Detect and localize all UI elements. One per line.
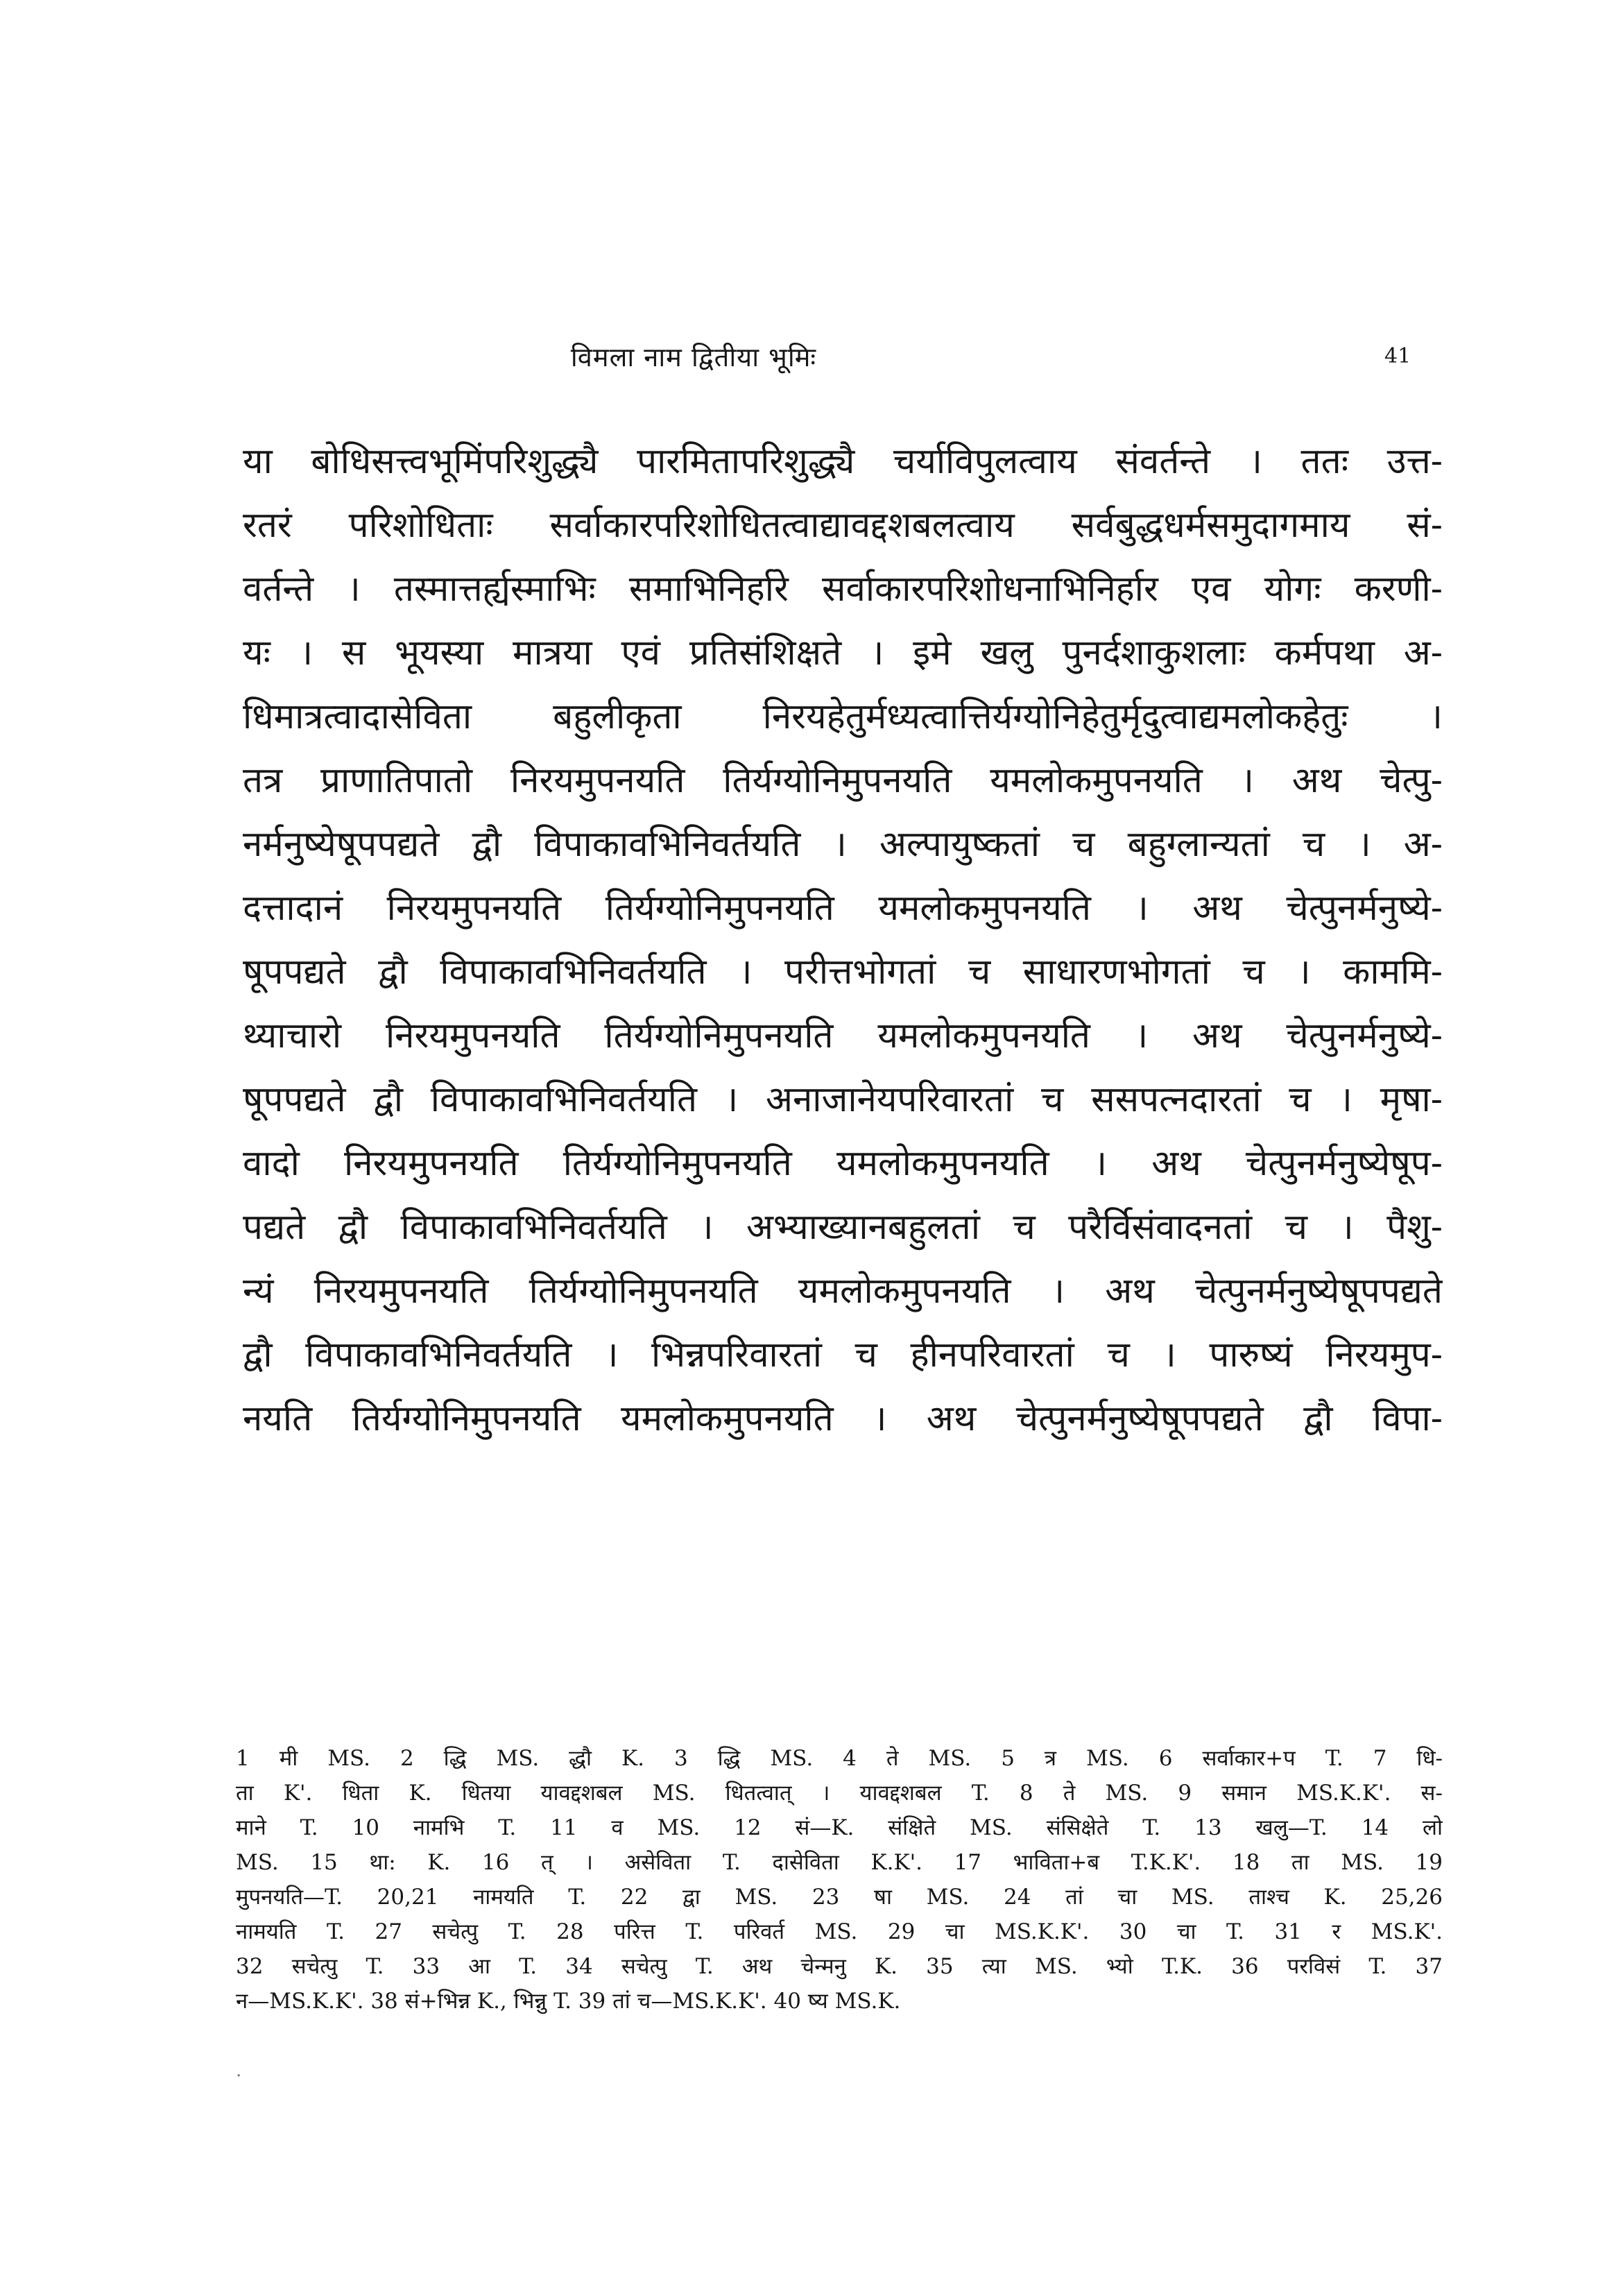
- text-line: नयति तिर्यग्योनिमुपनयति यमलोकमुपनयति । अथ चेत्पुनर्मनुष्येषूपपद्यते द्वौ विपा-: [243, 1398, 1443, 1439]
- page-number: 41: [1384, 344, 1411, 368]
- text-line: द्वौ विपाकावभिनिवर्तयति । भिन्नपरिवारतां च हीनपरिवारतां च । पारुष्यं निरयमुप-: [243, 1335, 1443, 1376]
- footnote-line: मुपनयति—T. 20,21 नामयति T. 22 द्वा MS. 23 षा MS. 24 तां चा MS. ताश्च K. 25,26: [236, 1885, 1443, 1910]
- text-line: नर्मनुष्येषूपपद्यते द्वौ विपाकावभिनिवर्तयति । अल्पायुष्कतां च बहुग्लान्यतां च । अ-: [243, 824, 1443, 865]
- text-line: थ्याचारो निरयमुपनयति तिर्यग्योनिमुपनयति यमलोकमुपनयति । अथ चेत्पुनर्मनुष्ये-: [243, 1016, 1443, 1056]
- text-line: धिमात्रत्वादासेविता बहुलीकृता निरयहेतुर्मध्यत्वात्तिर्यग्योनिहेतुर्मृदुत्वाद्यमलोकहेतुः ।: [243, 696, 1443, 737]
- text-line: न्यं निरयमुपनयति तिर्यग्योनिमुपनयति यमलोकमुपनयति । अथ चेत्पुनर्मनुष्येषूपपद्यते: [243, 1271, 1443, 1312]
- text-line: षूपपद्यते द्वौ विपाकावभिनिवर्तयति । अनाजानेयपरिवारतां च ससपत्नदारतां च । मृषा-: [243, 1079, 1443, 1120]
- running-title: विमला नाम द्वितीया भूमिः: [570, 342, 817, 372]
- footnotes-block: [236, 1741, 1443, 2019]
- text-line: रतरं परिशोधिताः सर्वाकारपरिशोधितत्वाद्यावद्दशबलत्वाय सर्वबुद्धधर्मसमुदागमाय सं-: [243, 505, 1443, 546]
- main-text-block: [243, 430, 1443, 1451]
- text-line: वर्तन्ते । तस्मात्तर्ह्यस्माभिः समाभिनिर्हारे सर्वाकारपरिशोधनाभिनिर्हार एव योगः करणी-: [243, 569, 1443, 610]
- scan-speck: ·: [236, 2066, 242, 2087]
- footnote-line: 1 मी MS. 2 द्धि MS. द्धौ K. 3 द्धि MS. 4 ते MS. 5 त्र MS. 6 सर्वाकार+प T. 7 धि-: [236, 1746, 1443, 1771]
- footnote-line: नामयति T. 27 सचेत्पु T. 28 परित्त T. परिवर्त MS. 29 चा MS.K.K'. 30 चा T. 31 र MS.K'.: [236, 1919, 1443, 1944]
- text-line: वादो निरयमुपनयति तिर्यग्योनिमुपनयति यमलोकमुपनयति । अथ चेत्पुनर्मनुष्येषूप-: [243, 1143, 1443, 1184]
- footnote-line: न—MS.K.K'. 38 सं+भिन्न K., भिन्नु T. 39 तां च—MS.K.K'. 40 ष्य MS.K.: [236, 1989, 901, 2014]
- text-line: दत्तादानं निरयमुपनयति तिर्यग्योनिमुपनयति यमलोकमुपनयति । अथ चेत्पुनर्मनुष्ये-: [243, 888, 1443, 929]
- footnote-line: माने T. 10 नामभि T. 11 व MS. 12 सं—K. संक्षिते MS. संसिक्षेते T. 13 खलु—T. 14 लो: [236, 1815, 1443, 1840]
- text-line: यः । स भूयस्या मात्रया एवं प्रतिसंशिक्षते । इमे खलु पुनर्दशाकुशलाः कर्मपथा अ-: [243, 633, 1443, 674]
- text-line: षूपपद्यते द्वौ विपाकावभिनिवर्तयति । परीत्तभोगतां च साधारणभोगतां च । काममि-: [243, 952, 1443, 993]
- footnote-line: ता K'. धिता K. धितया यावद्दशबल MS. धितत्वात् । यावद्दशबल T. 8 ते MS. 9 समान MS.K.K'. स-: [236, 1781, 1443, 1806]
- text-line: तत्र प्राणातिपातो निरयमुपनयति तिर्यग्योनिमुपनयति यमलोकमुपनयति । अथ चेत्पु-: [243, 760, 1443, 801]
- text-line: या बोधिसत्त्वभूमिंपरिशुद्ध्यै पारमितापरिशुद्ध्यै चर्याविपुलत्वाय संवर्तन्ते । ततः उत्त-: [243, 441, 1443, 482]
- footnote-line: 32 सचेत्पु T. 33 आ T. 34 सचेत्पु T. अथ चेन्मनु K. 35 त्या MS. भ्यो T.K. 36 परविसं T. 37: [236, 1954, 1443, 1979]
- text-line: पद्यते द्वौ विपाकावभिनिवर्तयति । अभ्याख्यानबहुलतां च परैर्विसंवादनतां च । पैशु-: [243, 1207, 1443, 1248]
- footnote-line: MS. 15 था: K. 16 त् । असेविता T. दासेविता K.K'. 17 भाविता+ब T.K.K'. 18 ता MS. 19: [236, 1850, 1443, 1875]
